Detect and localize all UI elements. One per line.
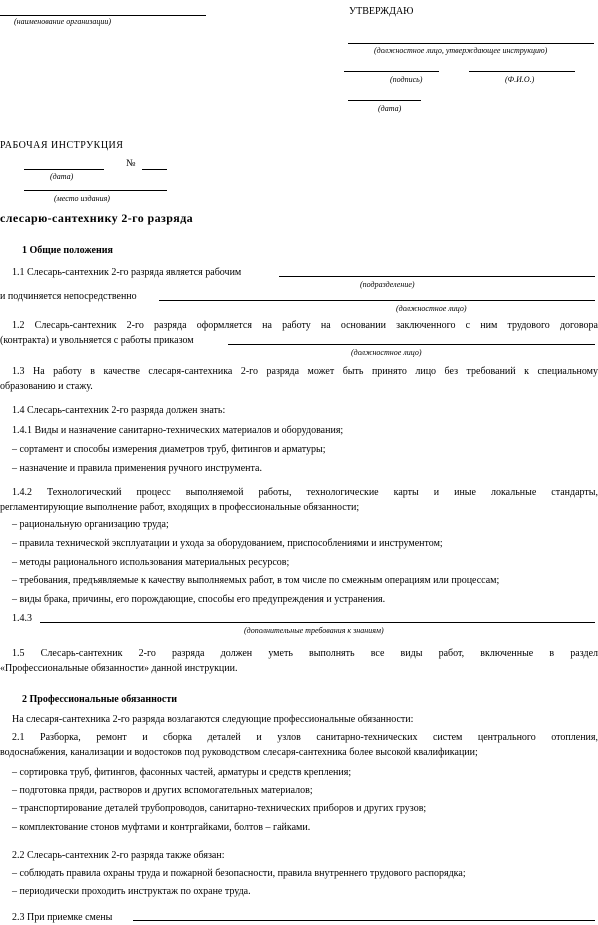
p1-1b-caption: (должностное лицо) xyxy=(396,304,467,313)
approver-position-line xyxy=(348,43,594,44)
doc-date-line xyxy=(24,169,104,170)
list-item: – комплектование стонов муфтами и контргайками, болтов – гайками. xyxy=(12,822,311,833)
doc-date-caption: (дата) xyxy=(50,172,74,181)
p1-4: 1.4 Слесарь-сантехник 2-го разряда должен знать: xyxy=(12,405,226,416)
p1-4-2-line1: 1.4.2 Технологический процесс выполняемой работы, технологические карты и иные локальные стандарты, xyxy=(12,487,598,498)
p1-4-3: 1.4.3 xyxy=(12,613,32,624)
doc-place-caption: (место издания) xyxy=(54,194,110,203)
s2-intro: На слесаря-сантехника 2-го разряда возлагаются следующие профессиональные обязанности: xyxy=(12,714,414,725)
doc-place-line xyxy=(24,190,167,191)
doc-number-sign: № xyxy=(126,158,136,169)
p2-3: 2.3 При приемке смены xyxy=(12,912,113,923)
list-item: – методы рационального использования материальных ресурсов; xyxy=(12,557,290,568)
p1-3-line1: 1.3 На работу в качестве слесаря-сантехника 2-го разряда может быть принято лицо без требований к специальному xyxy=(12,366,598,377)
doc-number-line xyxy=(142,169,167,170)
fio-line xyxy=(469,71,575,72)
signature-caption: (подпись) xyxy=(390,75,423,84)
fio-caption: (Ф.И.О.) xyxy=(505,75,535,84)
p2-1-line2: водоснабжения, канализации и водостоков под руководством слесаря-сантехника более высокой квалификации; xyxy=(0,747,478,758)
p1-1b: и подчиняется непосредственно xyxy=(0,291,137,302)
list-item: – сортамент и способы измерения диаметров труб, фитингов и арматуры; xyxy=(12,444,326,455)
org-name-caption: (наименование организации) xyxy=(14,17,112,26)
list-item: – подготовка пряди, растворов и других вспомогательных материалов; xyxy=(12,785,313,796)
list-item: – виды брака, причины, его порождающие, способы его предупреждения и устранения. xyxy=(12,594,386,605)
section2-heading: 2 Профессиональные обязанности xyxy=(22,694,178,705)
list-item: – сортировка труб, фитингов, фасонных частей, арматуры и средств крепления; xyxy=(12,767,352,778)
doc-subtitle: слесарю-сантехнику 2-го разряда xyxy=(0,211,194,225)
list-item: – правила технической эксплуатации и ухода за оборудованием, приспособлениями и инструментом; xyxy=(12,538,443,549)
approve-label: УТВЕРЖДАЮ xyxy=(349,6,414,17)
p1-1-caption: (подразделение) xyxy=(360,280,415,289)
p2-1-line1: 2.1 Разборка, ремонт и сборка деталей и узлов санитарно-технических систем центрального отопления, xyxy=(12,732,598,743)
signature-line xyxy=(344,71,439,72)
p1-2-caption: (должностное лицо) xyxy=(351,348,422,357)
p2-3-line xyxy=(133,920,595,921)
p1-4-2-line2: регламентирующие выполнение работ, входящих в профессиональные обязанности; xyxy=(0,502,360,513)
approve-date-line xyxy=(348,100,421,101)
p1-5-line1: 1.5 Слесарь-сантехник 2-го разряда должен уметь выполнять все виды работ, включенные в раздел xyxy=(12,648,598,659)
list-item: – периодически проходить инструктаж по охране труда. xyxy=(12,886,251,897)
p1-2-line2: (контракта) и увольняется с работы приказом xyxy=(0,335,194,346)
list-item: – рациональную организацию труда; xyxy=(12,519,169,530)
p1-3-line2: образованию и стажу. xyxy=(0,381,93,392)
p1-4-1: 1.4.1 Виды и назначение санитарно-технических материалов и оборудования; xyxy=(12,425,344,436)
list-item: – требования, предъявляемые к качеству выполняемых работ, в том числе по смежным операциям или процессам; xyxy=(12,575,500,586)
list-item: – назначение и правила применения ручного инструмента. xyxy=(12,463,262,474)
p1-5-line2: «Профессиональные обязанности» данной инструкции. xyxy=(0,663,238,674)
p1-4-3-caption: (дополнительные требования к знаниям) xyxy=(244,626,384,635)
p1-2-line xyxy=(228,344,595,345)
section1-heading: 1 Общие положения xyxy=(22,245,113,256)
list-item: – транспортирование деталей трубопроводов, санитарно-технических приборов и других грузов; xyxy=(12,803,427,814)
p1-1-line xyxy=(279,276,595,277)
doc-title: РАБОЧАЯ ИНСТРУКЦИЯ xyxy=(0,140,124,151)
p1-2-line1: 1.2 Слесарь-сантехник 2-го разряда оформляется на работу на основании заключенного с ним трудового договора xyxy=(12,320,598,331)
approver-position-caption: (должностное лицо, утверждающее инструкцию) xyxy=(374,46,548,55)
p2-2: 2.2 Слесарь-сантехник 2-го разряда также обязан: xyxy=(12,850,225,861)
approve-date-caption: (дата) xyxy=(378,104,402,113)
org-name-line xyxy=(0,15,206,16)
list-item: – соблюдать правила охраны труда и пожарной безопасности, правила внутреннего трудового распорядка; xyxy=(12,868,466,879)
p1-1b-line xyxy=(159,300,595,301)
p1-1: 1.1 Слесарь-сантехник 2-го разряда является рабочим xyxy=(12,267,242,278)
p1-4-3-line xyxy=(40,622,595,623)
